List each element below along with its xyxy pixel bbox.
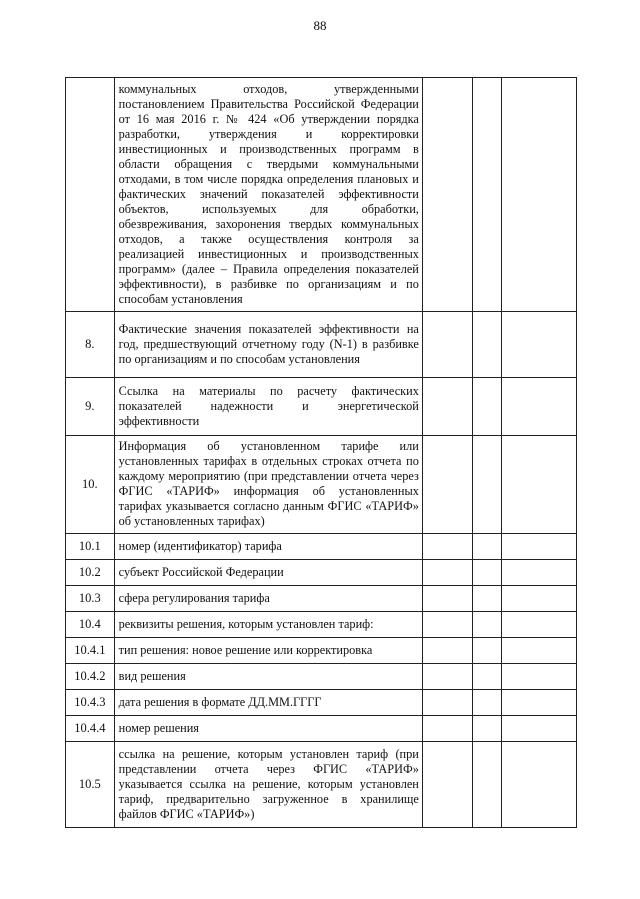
value-cell xyxy=(501,638,576,664)
row-number: 9. xyxy=(66,378,115,436)
value-cell xyxy=(472,664,501,690)
row-description: коммунальных отходов, утвержденными постановлением Правительства Российской Федерации от 16 мая 2016 г. № 424 «Об утверждении порядка разработки, утверждения и корректировки инвестиционных и производственных программ в области обращения с твердыми коммунальными отходами, в том числе порядка определения плановых и фактических значений показателей эффективности объектов, используемых для обработки, обезвреживания, захоронения твердых коммунальных отходов, а также осуществления контроля за реализацией инвестиционных и производственных программ» (далее – Правила определения показателей эффективности), в разбивке по организациям и по способам установления xyxy=(114,78,422,312)
value-cell xyxy=(422,560,472,586)
value-cell xyxy=(501,78,576,312)
value-cell xyxy=(501,378,576,436)
table-row xyxy=(66,436,577,534)
row-number: 10.2 xyxy=(66,560,115,586)
table-row xyxy=(66,586,577,612)
value-cell xyxy=(422,312,472,378)
value-cell xyxy=(472,638,501,664)
table-row xyxy=(66,638,577,664)
row-description: номер (идентификатор) тарифа xyxy=(114,534,422,560)
value-cell xyxy=(501,664,576,690)
table-row xyxy=(66,534,577,560)
value-cell xyxy=(501,436,576,534)
table-row xyxy=(66,78,577,312)
row-description: субъект Российской Федерации xyxy=(114,560,422,586)
value-cell xyxy=(472,534,501,560)
row-description: Информация об установленном тарифе или установленных тарифах в отдельных строках отчета по каждому мероприятию (при представлении отчета через ФГИС «ТАРИФ» информация об установленных тарифах указывается согласно данным ФГИС «ТАРИФ» об установленных тарифах) xyxy=(114,436,422,534)
value-cell xyxy=(422,742,472,828)
page-number: 88 xyxy=(313,18,327,33)
table-row xyxy=(66,378,577,436)
row-number: 8. xyxy=(66,312,115,378)
value-cell xyxy=(472,690,501,716)
value-cell xyxy=(422,638,472,664)
row-number: 10.5 xyxy=(66,742,115,828)
value-cell xyxy=(501,690,576,716)
value-cell xyxy=(422,664,472,690)
value-cell xyxy=(472,586,501,612)
indicators-table xyxy=(65,77,577,828)
table-row xyxy=(66,560,577,586)
row-number: 10.3 xyxy=(66,586,115,612)
value-cell xyxy=(472,612,501,638)
row-description: вид решения xyxy=(114,664,422,690)
value-cell xyxy=(422,612,472,638)
value-cell xyxy=(422,78,472,312)
row-description: Ссылка на материалы по расчету фактических показателей надежности и энергетической эффективности xyxy=(114,378,422,436)
value-cell xyxy=(472,436,501,534)
value-cell xyxy=(501,716,576,742)
value-cell xyxy=(472,716,501,742)
value-cell xyxy=(472,312,501,378)
row-number: 10.4.3 xyxy=(66,690,115,716)
table-row xyxy=(66,690,577,716)
value-cell xyxy=(501,742,576,828)
value-cell xyxy=(472,78,501,312)
value-cell xyxy=(422,436,472,534)
value-cell xyxy=(472,742,501,828)
value-cell xyxy=(501,560,576,586)
row-description: тип решения: новое решение или корректировка xyxy=(114,638,422,664)
row-description: дата решения в формате ДД.ММ.ГГГГ xyxy=(114,690,422,716)
value-cell xyxy=(422,378,472,436)
value-cell xyxy=(472,378,501,436)
row-description: сфера регулирования тарифа xyxy=(114,586,422,612)
value-cell xyxy=(472,560,501,586)
row-number: 10.4.1 xyxy=(66,638,115,664)
value-cell xyxy=(501,312,576,378)
value-cell xyxy=(501,534,576,560)
table-row xyxy=(66,612,577,638)
table-row xyxy=(66,312,577,378)
row-number: 10.1 xyxy=(66,534,115,560)
value-cell xyxy=(422,690,472,716)
value-cell xyxy=(422,586,472,612)
value-cell xyxy=(422,534,472,560)
row-number: 10.4.2 xyxy=(66,664,115,690)
row-description: номер решения xyxy=(114,716,422,742)
row-description: реквизиты решения, которым установлен тариф: xyxy=(114,612,422,638)
value-cell xyxy=(501,612,576,638)
row-description: Фактические значения показателей эффективности на год, предшествующий отчетному году (N-1) в разбивке по организациям и по способам установления xyxy=(114,312,422,378)
row-number: 10. xyxy=(66,436,115,534)
row-number: 10.4 xyxy=(66,612,115,638)
value-cell xyxy=(501,586,576,612)
row-description: ссылка на решение, которым установлен тариф (при представлении отчета через ФГИС «ТАРИФ» указывается ссылка на решение, которым установлен тариф, предварительно загруженное в хранилище файлов ФГИС «ТАРИФ») xyxy=(114,742,422,828)
row-number: 10.4.4 xyxy=(66,716,115,742)
row-number xyxy=(66,78,115,312)
value-cell xyxy=(422,716,472,742)
table-row xyxy=(66,716,577,742)
table-row xyxy=(66,742,577,828)
table-row xyxy=(66,664,577,690)
